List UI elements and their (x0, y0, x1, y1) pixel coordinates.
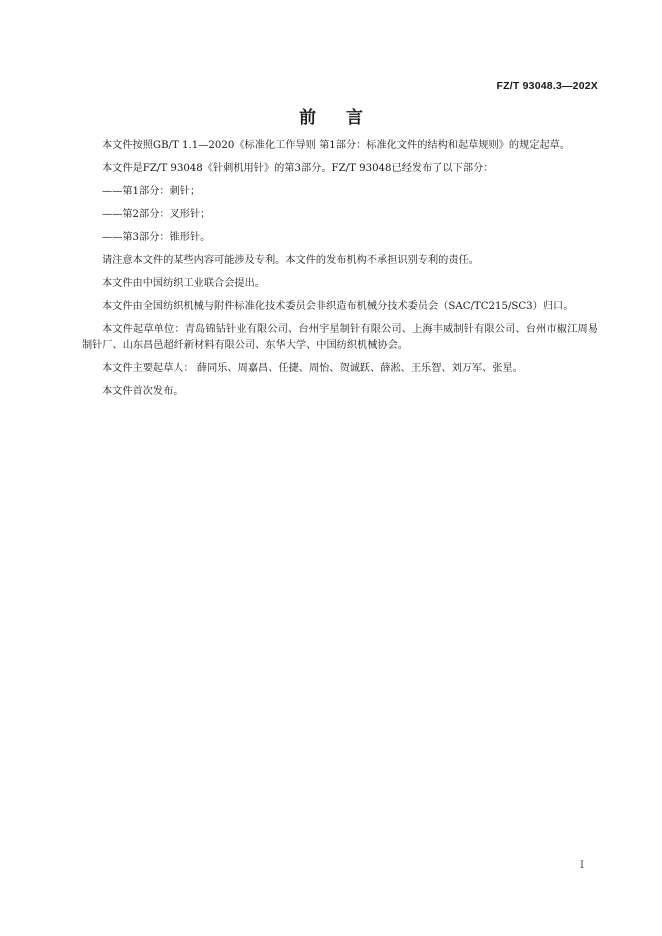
paragraph-first-release: 本文件首次发布。 (102, 386, 184, 397)
document-code: FZ/T 93048.3—202X (496, 80, 598, 92)
paragraph-drafting-units: 本文件起草单位：青岛锦钻针业有限公司、台州宇星制针有限公司、上海丰威制针有限公司、台州市椒江周易制针厂、山东昌邑超纤新材料有限公司、东华大学、中国纺织机械协会。 (82, 324, 598, 351)
paragraph-main-drafters: 本文件主要起草人： 薛同乐、周嘉昌、任捷、周怡、贺诚跃、薛淞、王乐智、刘万军、张星。 (102, 363, 523, 374)
paragraph-proposed-by: 本文件由中国纺织工业联合会提出。 (102, 278, 265, 289)
list-item-part-1: ——第1部分：刺针； (102, 186, 201, 197)
list-item-part-2: ——第2部分：叉形针； (102, 209, 211, 220)
page-number: I (580, 860, 584, 871)
paragraph-drafting-rules: 本文件按照GB/T 1.1—2020《标准化工作导则 第1部分：标准化文件的结构和起草规则》的规定起草。 (102, 140, 571, 151)
foreword-body (82, 138, 598, 407)
paragraph-series-parts: 本文件是FZ/T 93048《针刺机用针》的第3部分。FZ/T 93048已经发布了以下部分： (102, 163, 494, 174)
list-item-part-3: ——第3部分：锥形针。 (102, 232, 211, 243)
page-title: 前言 (299, 108, 393, 128)
paragraph-technical-committee: 本文件由全国纺织机械与附件标准化技术委员会非织造布机械分技术委员会（SAC/TC215/SC3）归口。 (102, 301, 574, 312)
paragraph-patent-notice: 请注意本文件的某些内容可能涉及专利。本文件的发布机构不承担识别专利的责任。 (102, 255, 479, 266)
